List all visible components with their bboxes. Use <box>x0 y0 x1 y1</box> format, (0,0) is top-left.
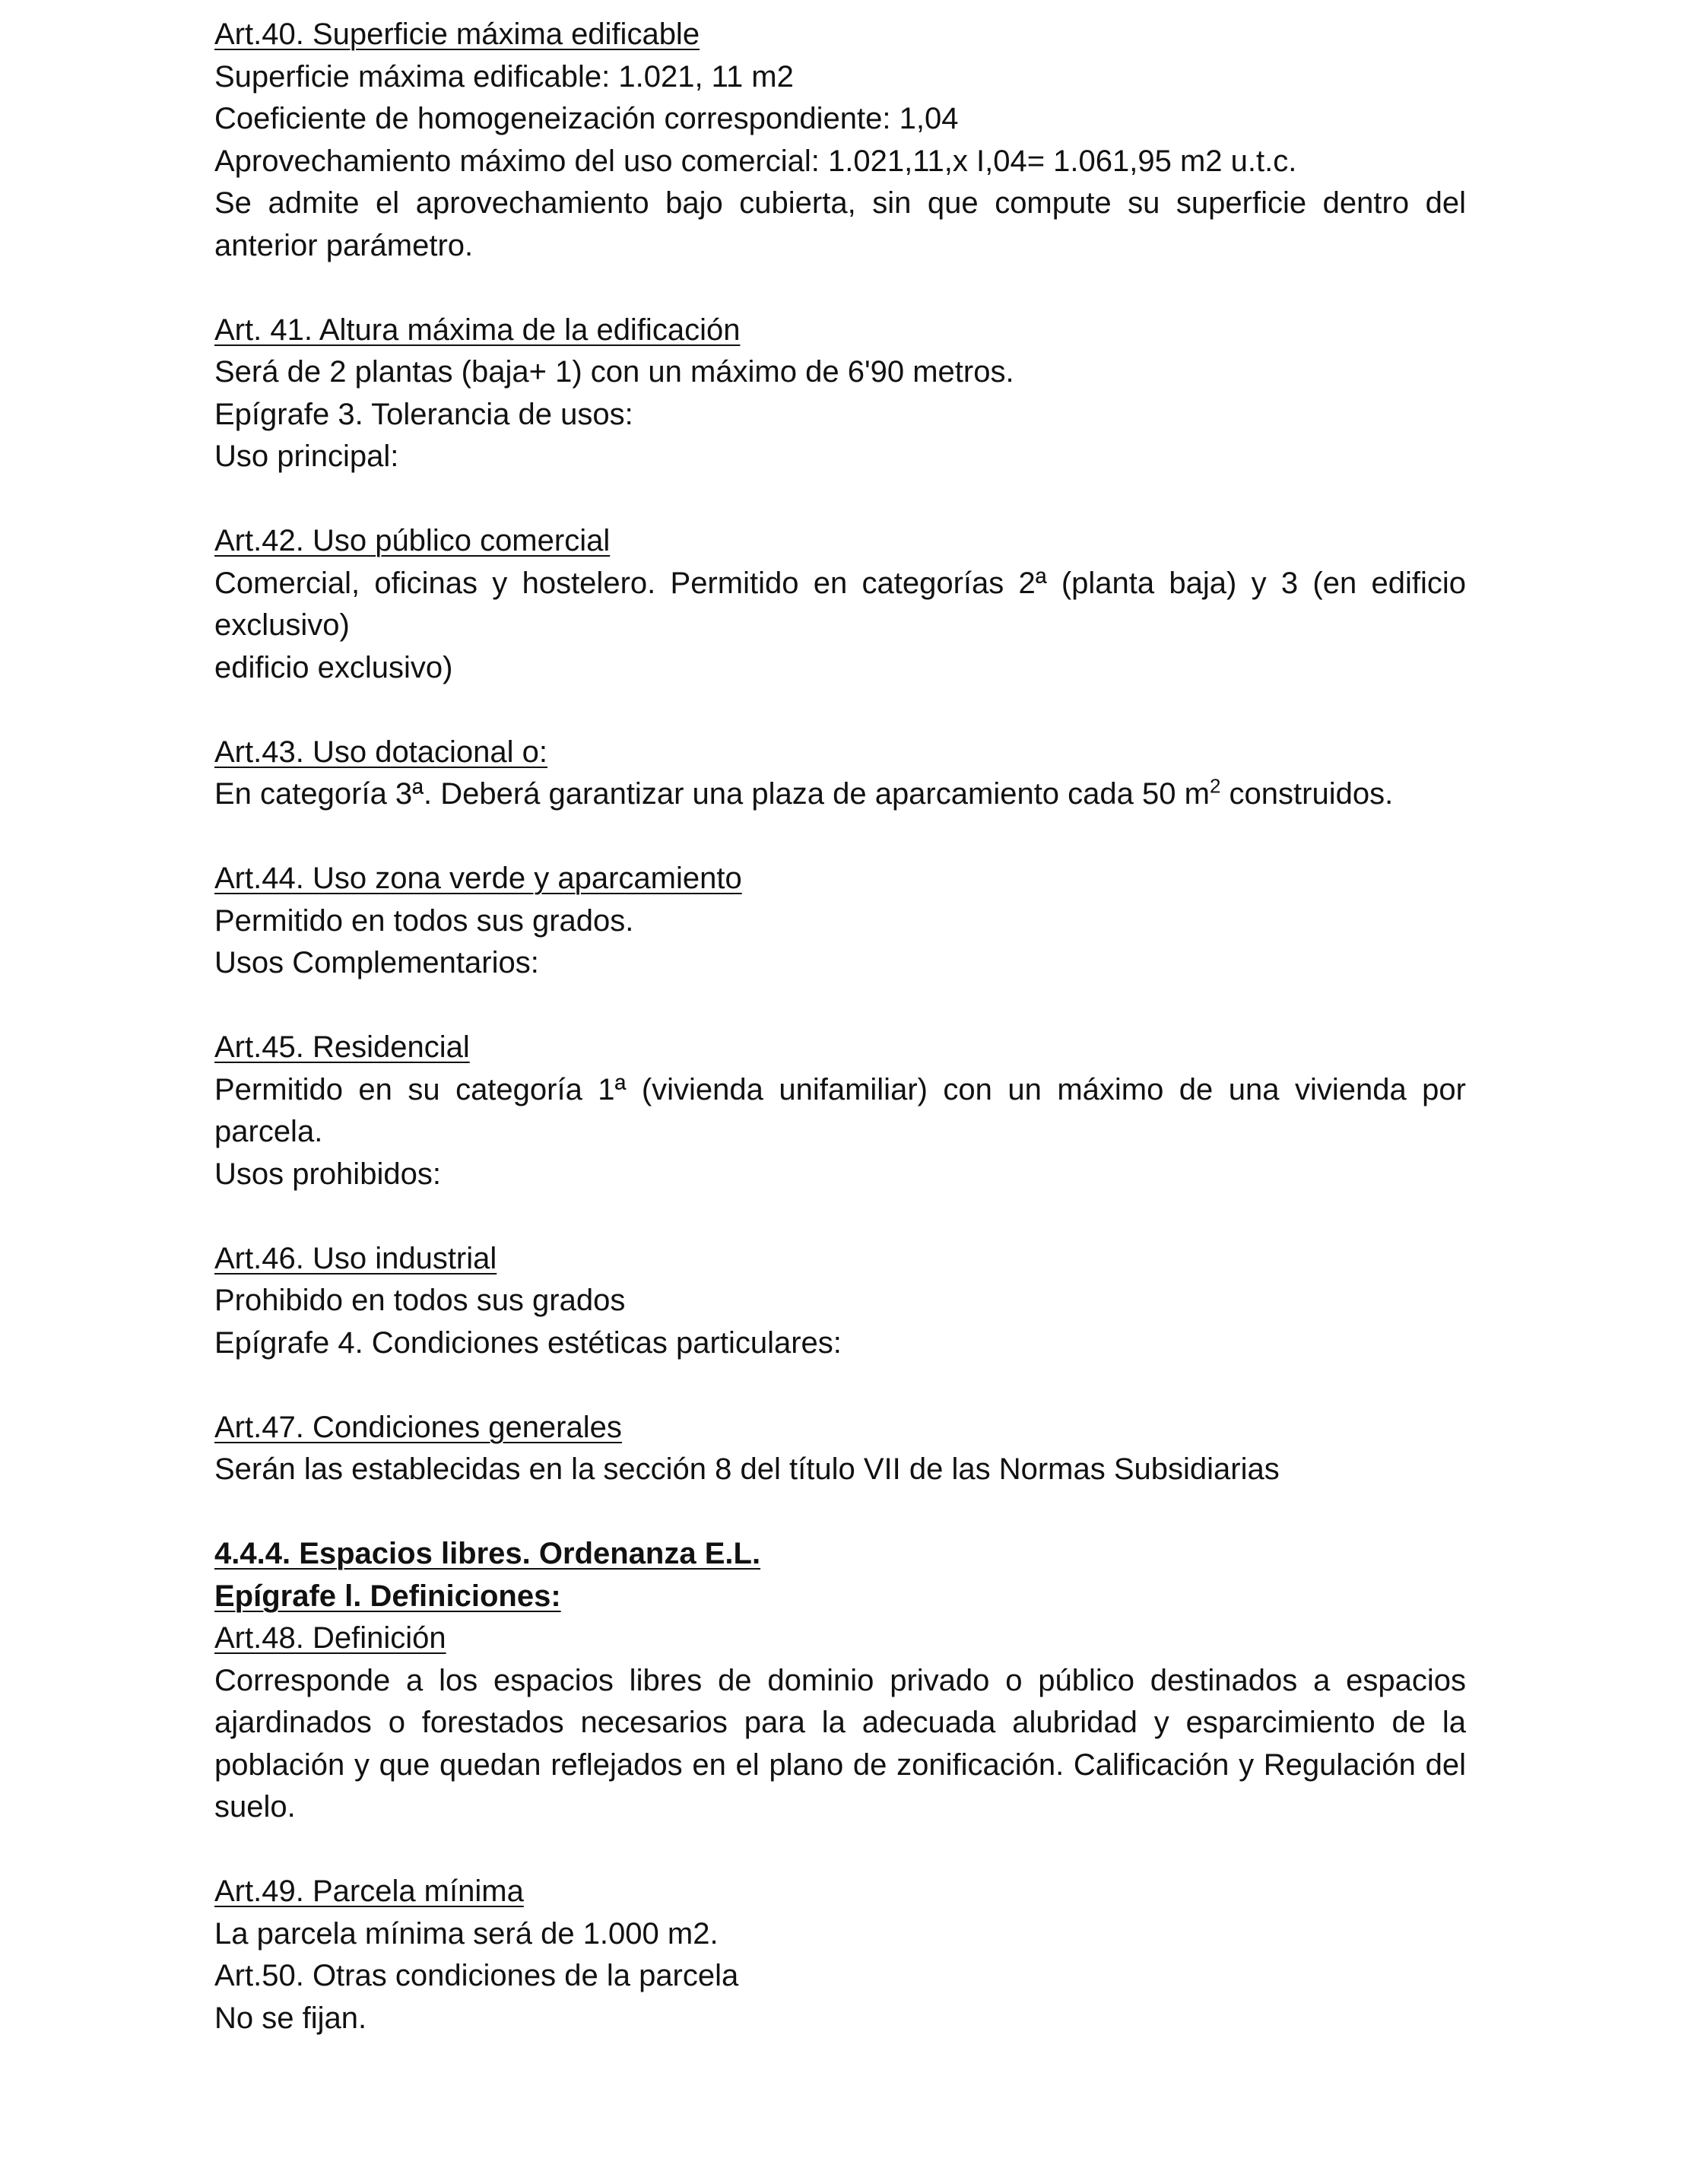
article-47-heading: Art.47. Condiciones generales <box>214 1410 622 1444</box>
section-title: 4.4.4. Espacios libres. Ordenanza E.L. <box>214 1537 761 1570</box>
article-49-line-1: La parcela mínima será de 1.000 m2. <box>214 1916 719 1951</box>
spacer <box>214 1829 1466 1871</box>
article-48 <box>214 1617 1466 1829</box>
section-subtitle: Epígrafe l. Definiciones: <box>214 1579 561 1613</box>
article-40-heading: Art.40. Superficie máxima edificable <box>214 17 700 51</box>
article-46-line-2: Epígrafe 4. Condiciones estéticas particulares: <box>214 1325 842 1360</box>
article-41 <box>214 310 1466 478</box>
article-40 <box>214 14 1466 267</box>
article-42 <box>214 520 1466 689</box>
article-49-heading: Art.49. Parcela mínima <box>214 1874 524 1908</box>
article-42-line-2: edificio exclusivo) <box>214 650 453 684</box>
article-48-paragraph: Corresponde a los espacios libres de dominio privado o público destinados a espacios ajardinados o forestados necesarios para la adecuada alubridad y esparcimiento de la población y que quedan reflejados en el plano de zonificación. Calificación y Regulación del suelo. <box>214 1663 1466 1824</box>
article-41-line-3: Uso principal: <box>214 440 399 473</box>
article-43-line-1 <box>214 773 1466 816</box>
article-50-line-1: No se fijan. <box>214 2001 367 2035</box>
article-46-heading: Art.46. Uso industrial <box>214 1241 497 1275</box>
document-page <box>214 14 1466 2040</box>
article-45 <box>214 1027 1466 1195</box>
article-43-heading: Art.43. Uso dotacional o: <box>214 735 548 769</box>
article-42-heading: Art.42. Uso público comercial <box>214 524 611 557</box>
article-42-paragraph: Comercial, oficinas y hostelero. Permitido en categorías 2ª (planta baja) y 3 (en edificio exclusivo) <box>214 566 1466 642</box>
article-40-paragraph: Se admite el aprovechamiento bajo cubierta, sin que compute su superficie dentro del anterior parámetro. <box>214 186 1466 262</box>
article-41-line-1: Será de 2 plantas (baja+ 1) con un máximo de 6'90 metros. <box>214 355 1014 389</box>
spacer <box>214 1364 1466 1407</box>
article-45-line-2: Usos prohibidos: <box>214 1157 441 1191</box>
article-47-line-1: Serán las establecidas en la sección 8 del título VII de las Normas Subsidiarias <box>214 1452 1280 1486</box>
article-50-heading: Art.50. Otras condiciones de la parcela <box>214 1959 739 1992</box>
article-44-line-1: Permitido en todos sus grados. <box>214 903 634 938</box>
spacer <box>214 267 1466 310</box>
article-49 <box>214 1871 1466 2040</box>
section-4-4-4 <box>214 1533 1466 1617</box>
article-43-superscript: 2 <box>1209 774 1221 798</box>
article-45-heading: Art.45. Residencial <box>214 1030 470 1064</box>
spacer <box>214 816 1466 859</box>
spacer <box>214 689 1466 732</box>
article-41-line-2: Epígrafe 3. Tolerancia de usos: <box>214 397 633 431</box>
article-44-line-2: Usos Complementarios: <box>214 946 539 979</box>
article-40-line-3: Aprovechamiento máximo del uso comercial: 1.021,11,x I,04= 1.061,95 m2 u.t.c. <box>214 144 1297 178</box>
article-45-paragraph: Permitido en su categoría 1ª (vivienda unifamiliar) con un máximo de una vivienda por parcela. <box>214 1072 1466 1148</box>
spacer <box>214 1491 1466 1534</box>
spacer <box>214 478 1466 521</box>
article-44-heading: Art.44. Uso zona verde y aparcamiento <box>214 862 742 895</box>
spacer <box>214 1195 1466 1238</box>
article-43 <box>214 732 1466 816</box>
article-46 <box>214 1238 1466 1365</box>
article-47 <box>214 1407 1466 1491</box>
article-46-line-1: Prohibido en todos sus grados <box>214 1284 626 1317</box>
article-40-line-2: Coeficiente de homogeneización correspondiente: 1,04 <box>214 102 959 135</box>
article-40-line-1: Superficie máxima edificable: 1.021, 11 m2 <box>214 59 794 94</box>
article-41-heading: Art. 41. Altura máxima de la edificación <box>214 313 741 347</box>
article-43-text-after: construidos. <box>1220 777 1394 811</box>
article-43-text-before: En categoría 3ª. Deberá garantizar una plaza de aparcamiento cada 50 m <box>214 777 1210 811</box>
spacer <box>214 985 1466 1027</box>
article-44 <box>214 858 1466 985</box>
article-48-heading: Art.48. Definición <box>214 1621 446 1655</box>
